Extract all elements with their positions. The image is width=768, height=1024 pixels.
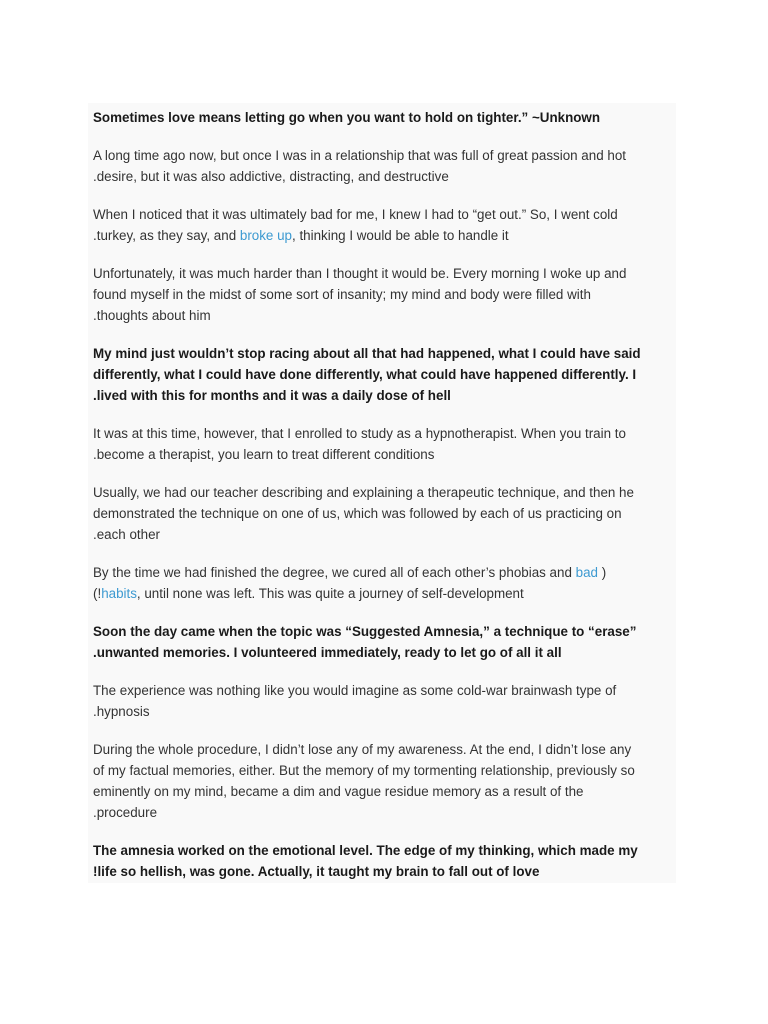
text-segment: When I noticed that it was ultimately bad for me, I knew I had to “get out.” So, I went cold <box>93 207 618 222</box>
text-line <box>93 621 678 642</box>
text-segment: The experience was nothing like you would imagine as some cold-war brainwash type of <box>93 683 617 698</box>
text-segment: !life so hellish, was gone. Actually, it taught my brain to fall out of love <box>93 864 540 879</box>
text-segment: .unwanted memories. I volunteered immediately, ready to let go of all it all <box>93 645 562 660</box>
text-line <box>93 343 678 364</box>
text-segment: differently, what I could have done differently, what could have happened differently. I <box>93 367 637 382</box>
text-segment: .desire, but it was also addictive, distracting, and destructive <box>93 169 449 184</box>
text-segment: .become a therapist, you learn to treat different conditions <box>93 447 435 462</box>
text-line <box>93 861 678 882</box>
text-line <box>93 583 678 604</box>
text-segment: My mind just wouldn’t stop racing about all that had happened, what I could have said <box>93 346 641 361</box>
text-line <box>93 145 678 166</box>
paragraph <box>93 204 678 246</box>
text-segment: .thoughts about him <box>93 308 211 323</box>
inline-link[interactable]: broke up <box>239 228 292 243</box>
text-segment: of my factual memories, either. But the memory of my tormenting relationship, previously so <box>93 763 635 778</box>
text-line <box>93 524 678 545</box>
text-line <box>93 204 678 225</box>
text-segment: .procedure <box>93 805 158 820</box>
text-segment: It was at this time, however, that I enrolled to study as a hypnotherapist. When you train to <box>93 426 626 441</box>
paragraph <box>93 680 678 722</box>
text-line <box>93 284 678 305</box>
text-line <box>93 263 678 284</box>
text-line <box>93 701 678 722</box>
text-segment: .lived with this for months and it was a daily dose of hell <box>93 388 451 403</box>
inline-link[interactable]: bad <box>575 565 598 580</box>
text-line <box>93 802 678 823</box>
text-segment: During the whole procedure, I didn’t lose any of my awareness. At the end, I didn’t lose any <box>93 742 632 757</box>
text-segment: Unfortunately, it was much harder than I thought it would be. Every morning I woke up and <box>93 266 627 281</box>
text-line <box>93 503 678 524</box>
paragraph <box>93 840 678 882</box>
text-line <box>93 166 678 187</box>
paragraph <box>93 562 678 604</box>
text-segment: ) <box>597 565 607 580</box>
text-line <box>93 739 678 760</box>
text-line <box>93 364 678 385</box>
text-line <box>93 107 678 128</box>
text-line <box>93 482 678 503</box>
text-segment: (! <box>93 586 102 601</box>
text-line <box>93 305 678 326</box>
text-segment: By the time we had finished the degree, we cured all of each other’s phobias and <box>93 565 576 580</box>
text-segment: .each other <box>93 527 160 542</box>
text-segment: found myself in the midst of some sort of insanity; my mind and body were filled with <box>93 287 591 302</box>
text-line <box>93 840 678 861</box>
text-segment: Soon the day came when the topic was “Suggested Amnesia,” a technique to “erase” <box>93 624 637 639</box>
text-line <box>93 225 678 246</box>
text-segment: The amnesia worked on the emotional level. The edge of my thinking, which made my <box>93 843 638 858</box>
text-segment: , until none was left. This was quite a journey of self-development <box>136 586 524 601</box>
text-line <box>93 680 678 701</box>
article-body <box>93 107 678 899</box>
text-segment: .hypnosis <box>93 704 150 719</box>
inline-link[interactable]: habits <box>101 586 137 601</box>
text-line <box>93 642 678 663</box>
text-segment: eminently on my mind, became a dim and vague residue memory as a result of the <box>93 784 584 799</box>
paragraph <box>93 343 678 406</box>
paragraph <box>93 145 678 187</box>
text-line <box>93 562 678 583</box>
text-line <box>93 444 678 465</box>
paragraph <box>93 423 678 465</box>
paragraph <box>93 482 678 545</box>
text-segment: , thinking I would be able to handle it <box>292 228 509 243</box>
paragraph <box>93 263 678 326</box>
paragraph <box>93 739 678 823</box>
text-segment: Sometimes love means letting go when you want to hold on tighter.” ~Unknown <box>93 110 601 125</box>
paragraph <box>93 621 678 663</box>
text-line <box>93 423 678 444</box>
text-line <box>93 760 678 781</box>
text-segment: Usually, we had our teacher describing and explaining a therapeutic technique, and then he <box>93 485 634 500</box>
text-segment: .turkey, as they say, and <box>93 228 240 243</box>
paragraph <box>93 107 678 128</box>
text-segment: demonstrated the technique on one of us, which was followed by each of us practicing on <box>93 506 622 521</box>
text-line <box>93 781 678 802</box>
text-line <box>93 385 678 406</box>
text-segment: A long time ago now, but once I was in a relationship that was full of great passion and hot <box>93 148 626 163</box>
